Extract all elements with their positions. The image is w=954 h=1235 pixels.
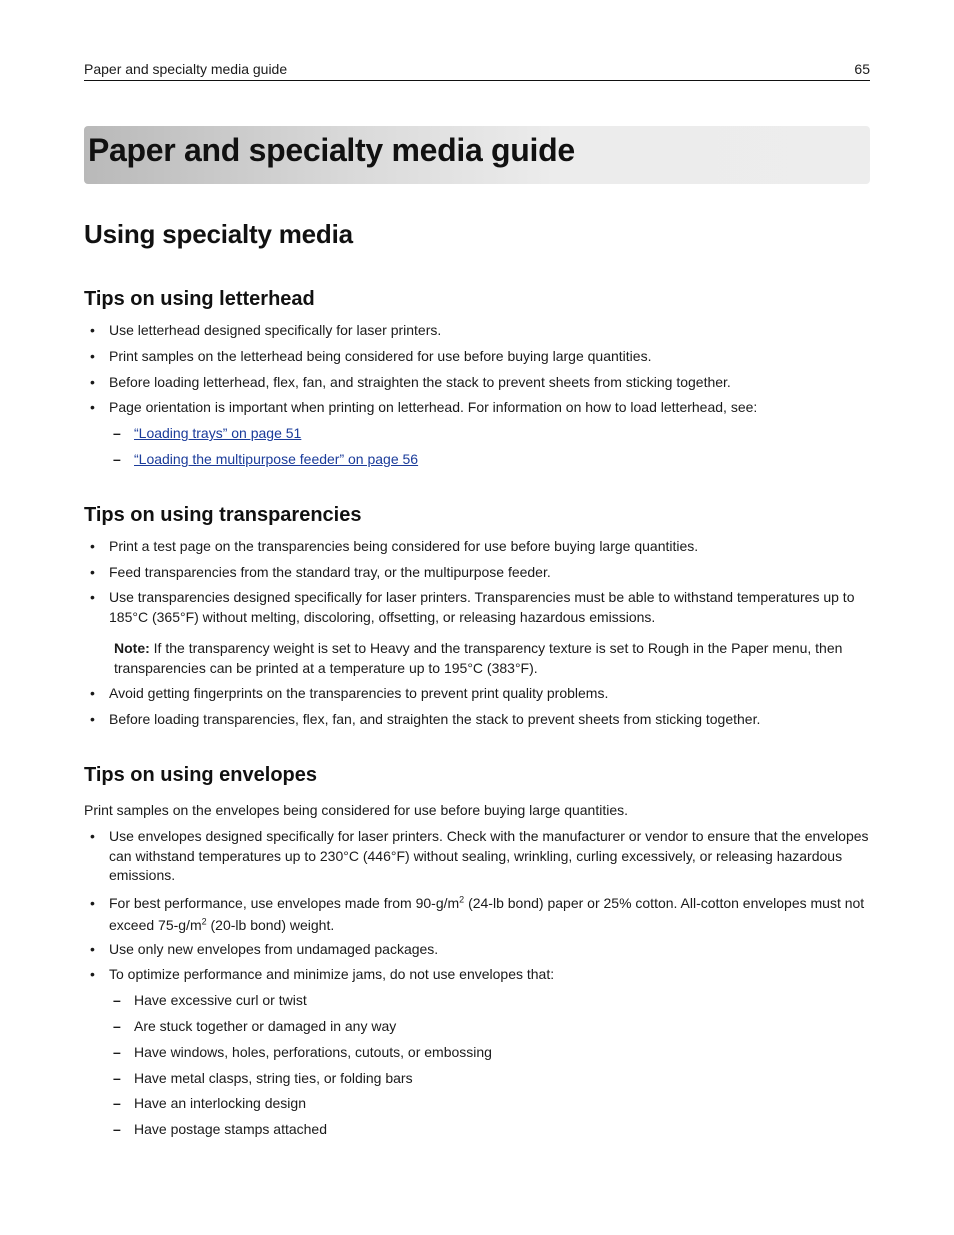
bullet-marker: • [90,399,95,415]
bullet-marker: • [90,348,95,364]
sub-list-item: – Have an interlocking design [84,1094,870,1114]
list-item: • To optimize performance and minimize jams, do not use envelopes that: [84,965,870,985]
sub-list-item [84,424,870,444]
list-item: • Before loading letterhead, flex, fan, and straighten the stack to prevent sheets from sticking together. [84,373,870,393]
list-item: • For best performance, use envelopes made from $90‑g/m^2$ (24‑lb bond) paper or 25% cotton. All‑cotton envelopes must not exceed $75‑g/m^2$ (20‑lb bond) weight. [84,892,870,936]
bullet-marker: • [90,941,95,957]
running-header [84,60,870,81]
list-item: • Use only new envelopes from undamaged packages. [84,940,870,960]
sub-list-item: – Have windows, holes, perforations, cutouts, or embossing [84,1043,870,1063]
list-item: • Use transparencies designed specifically for laser printers. Transparencies must be able to withstand temperatures up to 185°C (365°F) without melting, discoloring, offsetting, or releasing hazardous emissions. [90,589,855,625]
sub-list-item: – Have excessive curl or twist [84,991,870,1011]
bullet-marker: • [90,895,95,911]
bullet-marker: • [90,322,95,338]
sub-list-item: – Are stuck together or damaged in any way [84,1017,870,1037]
transparencies-heading: Tips on using transparencies [84,504,362,526]
note-text: If the transparency weight is set to Heavy and the transparency texture is set to Rough in the Paper menu, then transparencies can be printed at a temperature up to 195°C (383°F). [114,640,843,676]
loading-trays-link[interactable]: “Loading trays” on page 51 [134,425,302,441]
letterhead-heading: Tips on using letterhead [84,288,315,310]
envelopes-intro: Print samples on the envelopes being considered for use before buying large quantities. [84,802,629,818]
envelopes-heading: Tips on using envelopes [84,764,318,786]
dash-marker: – [113,425,121,441]
dash-marker: – [113,1018,121,1034]
bullet-marker: • [90,685,95,701]
sub-list-item: – Have postage stamps attached [84,1120,870,1140]
list-item: • Avoid getting fingerprints on the transparencies to prevent print quality problems. [84,684,870,704]
note-paragraph [114,639,870,678]
sub-list-item [84,450,870,470]
dash-marker: – [113,992,121,1008]
dash-marker: – [113,451,121,467]
chapter-title: Paper and specialty media guide [88,132,575,168]
sub-list-item: – Have metal clasps, string ties, or folding bars [84,1069,870,1089]
bullet-marker: • [90,828,95,844]
list-item: • Print samples on the letterhead being considered for use before buying large quantities. [84,347,870,367]
list-item: • Use letterhead designed specifically for laser printers. [84,321,870,341]
bullet-marker: • [90,564,95,580]
list-item: • Page orientation is important when printing on letterhead. For information on how to load letterhead, see: [84,398,870,418]
dash-marker: – [113,1070,121,1086]
section-title: Using specialty media [84,219,353,249]
chapter-title-band [84,126,870,184]
page-number: 65 [854,61,870,77]
running-header-title: Paper and specialty media guide [84,61,288,77]
bullet-marker: • [90,966,95,982]
list-item: • Before loading transparencies, flex, fan, and straighten the stack to prevent sheets from sticking together. [84,710,870,730]
loading-multipurpose-feeder-link[interactable]: “Loading the multipurpose feeder” on page 56 [134,451,419,467]
bullet-marker: • [90,711,95,727]
list-item: • Print a test page on the transparencies being considered for use before buying large quantities. [84,537,870,557]
dash-marker: – [113,1044,121,1060]
dash-marker: – [113,1095,121,1111]
list-item: • Feed transparencies from the standard tray, or the multipurpose feeder. [84,563,870,583]
bullet-marker: • [90,589,95,605]
bullet-marker: • [90,538,95,554]
dash-marker: – [113,1121,121,1137]
note-label: Note: [114,640,150,656]
list-item: • Use envelopes designed specifically for laser printers. Check with the manufacturer or vendor to ensure that the envelopes can withstand temperatures up to 230°C (446°F) without sealing, wrinkling, curling excessively, or releasing hazardous emissions. [90,828,869,883]
bullet-marker: • [90,374,95,390]
